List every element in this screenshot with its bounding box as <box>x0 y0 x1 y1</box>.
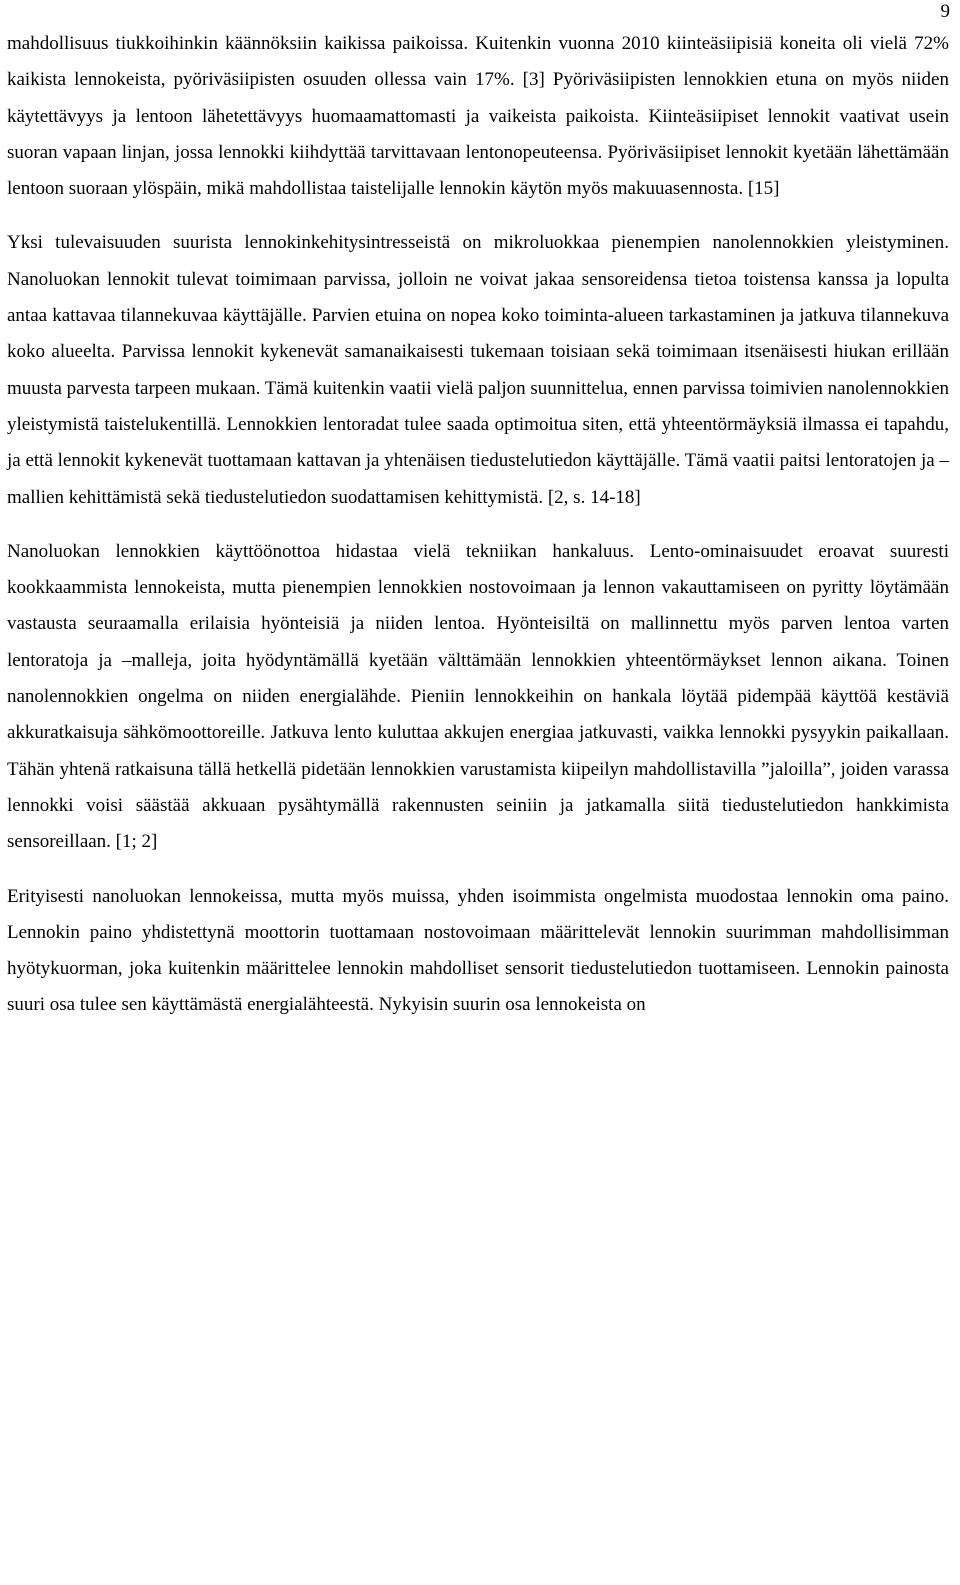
paragraph-rotary-wing-advantages: mahdollisuus tiukkoihinkin käännöksiin kaikissa paikoissa. Kuitenkin vuonna 2010 kiinteäsiipisiä koneita oli vielä 72% kaikista lennokeista, pyöriväsiipisten osuuden ollessa vain 17%. [3] Pyöriväsiipisten lennokkien etuna on myös niiden käytettävyys ja lentoon lähetettävyys huomaamattomasti ja vaikeista paikoista. Kiinteäsiipiset lennokit vaativat usein suoran vapaan linjan, jossa lennokki kiihdyttää tarvittavaan lentonopeuteensa. Pyöriväsiipiset lennokit kyetään lähettämään lentoon suoraan ylöspäin, mikä mahdollistaa taistelijalle lennokin käytön myös makuuasennosta. [15] <box>7 33 949 200</box>
page-number: 9 <box>940 1 950 22</box>
paragraph-drone-weight: Erityisesti nanoluokan lennokeissa, mutta myös muissa, yhden isoimmista ongelmista muodostaa lennokin oma paino. Lennokin paino yhdistettynä moottorin tuottamaan nostovoimaan määrittelevät lennokin suurimman mahdollisimman hyötykuorman, joka kuitenkin määrittelee lennokin mahdolliset sensorit tiedustelutiedon tuottamiseen. Lennokin painosta suuri osa tulee sen käyttämästä energialähteestä. Nykyisin suurin osa lennokeista on <box>7 885 949 1016</box>
document-body <box>7 26 949 1024</box>
paragraph-nano-drone-swarms: Yksi tulevaisuuden suurista lennokinkehitysintresseistä on mikroluokkaa pienempien nanolennokkien yleistyminen. Nanoluokan lennokit tulevat toimimaan parvissa, jolloin ne voivat jakaa sensoreidensa tietoa toistensa kanssa ja lopulta antaa kattavaa tilannekuvaa käyttäjälle. Parvien etuina on nopea koko toiminta-alueen tarkastaminen ja jatkuva tilannekuva koko alueelta. Parvissa lennokit kykenevät samanaikaisesti tukemaan toisiaan sekä toimimaan itsenäisesti hiukan erillään muusta parvesta tarpeen mukaan. Tämä kuitenkin vaatii vielä paljon suunnittelua, ennen parvissa toimivien nanolennokkien yleistymistä taistelukentillä. Lennokkien lentoradat tulee saada optimoitua siten, että yhteentörmäyksiä ilmassa ei tapahdu, ja että lennokit kykenevät tuottamaan kattavan ja yhtenäisen tiedustelutiedon käyttäjälle. Tämä vaatii paitsi lentoratojen ja –mallien kehittämistä sekä tiedustelutiedon suodattamisen kehittymistä. [2, s. 14-18] <box>7 232 949 508</box>
paragraph-nano-drone-challenges: Nanoluokan lennokkien käyttöönottoa hidastaa vielä tekniikan hankaluus. Lento-ominaisuudet eroavat suuresti kookkaammista lennokeista, mutta pienempien lennokkien nostovoimaan ja lennon vakauttamiseen on pyritty löytämään vastausta seuraamalla erilaisia hyönteisiä ja niiden lentoa. Hyönteisiltä on mallinnettu myös parven lentoa varten lentoratoja ja –malleja, joita hyödyntämällä kyetään välttämään lennokkien yhteentörmäykset lennon aikana. Toinen nanolennokkien ongelma on niiden energialähde. Pieniin lennokkeihin on hankala löytää pidempää käyttöä kestäviä akkuratkaisuja sähkömoottoreille. Jatkuva lento kuluttaa akkujen energiaa jatkuvasti, vaikka lennokki pysyykin paikallaan. Tähän yhtenä ratkaisuna tällä hetkellä pidetään lennokkien varustamista kiipeilyn mahdollistavilla ”jaloilla”, joiden varassa lennokki voisi säästää akkuaan pysähtymällä rakennusten seiniin ja jatkamalla siitä tiedustelutiedon hankkimista sensoreillaan. [1; 2] <box>7 540 949 853</box>
